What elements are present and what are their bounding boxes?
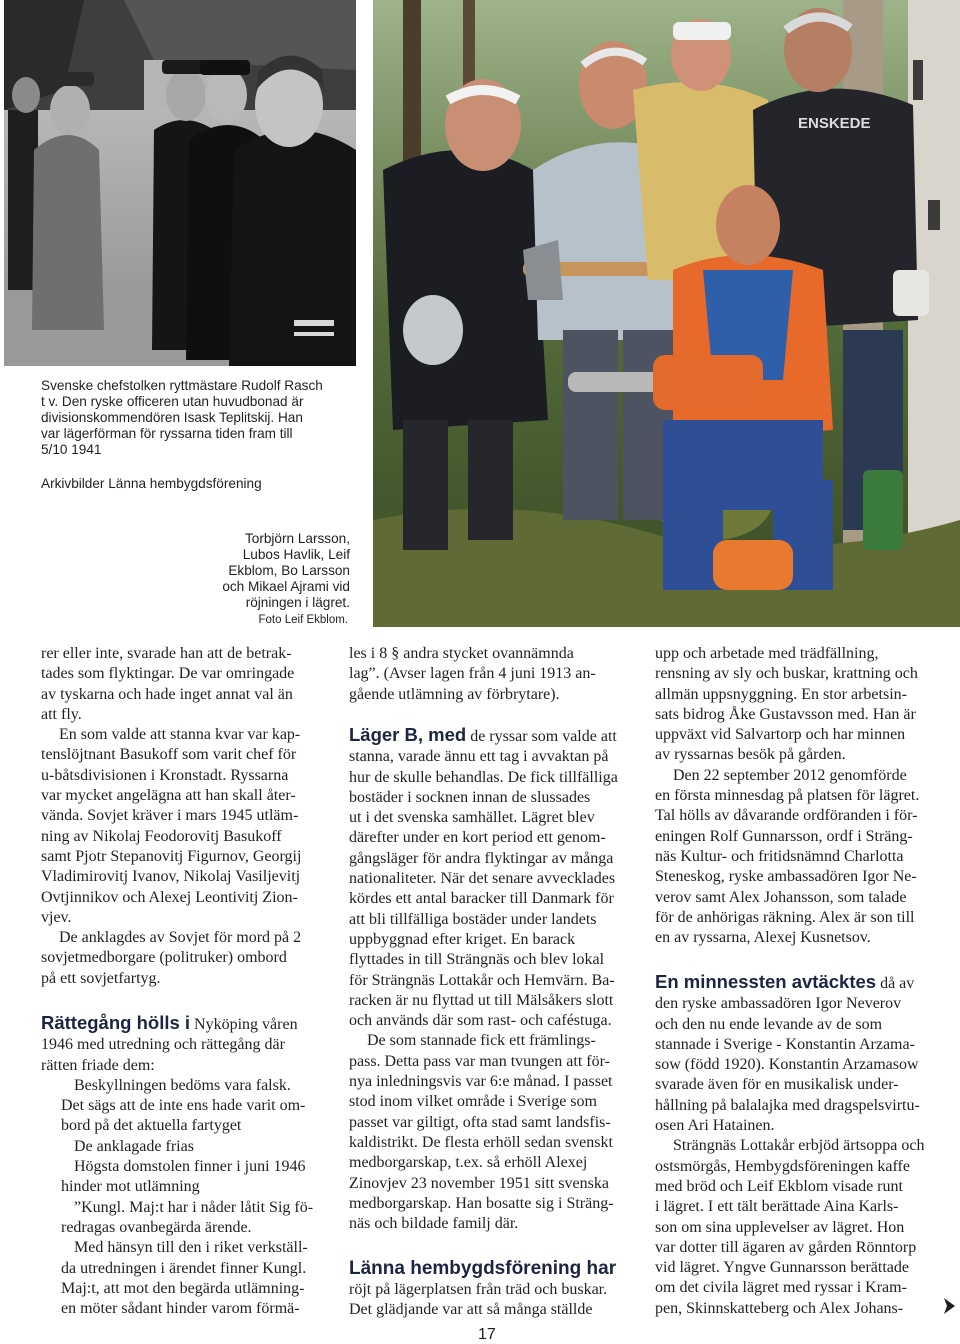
section-lead-line	[349, 725, 649, 747]
column-2	[349, 644, 649, 705]
body-line: vjev.	[41, 908, 72, 926]
group-caption-line: Ekblom, Bo Larsson	[228, 563, 350, 578]
group-caption	[150, 531, 350, 611]
column-2-tail	[349, 1280, 649, 1321]
body-line: kaldistrikt. De flesta erhöll sedan svenskt	[349, 1133, 613, 1151]
body-line: röjt på lägerplatsen från träd och buskar.	[349, 1281, 608, 1298]
body-line: upp och arbetade med trädfällning,	[655, 645, 879, 662]
body-line: av tyskarna och hade inget annat val än	[41, 685, 293, 703]
body-line: Maj:t, att mot den begärda utlämning-	[61, 1279, 305, 1297]
body-line: rätten friade dem:	[41, 1056, 155, 1074]
body-line: Det glädjande var att så många ställde	[349, 1301, 593, 1319]
section-lead: Läger B, med	[349, 724, 467, 745]
body-line: näs Kultur- och fritidsnämnd Charlotta	[655, 847, 904, 865]
body-line: hållning på balalajka med dragspelsvirtu-	[655, 1096, 920, 1114]
body-line: ning av Nikolaj Feodorovitj Basukoff	[41, 827, 282, 845]
body-line: pen, Skinnskatteberg och Alex Johans-	[655, 1299, 904, 1317]
body-line: eningen Rolf Gunnarsson, ordf i Sträng-	[655, 827, 913, 845]
body-line: därefter under en kort period ett genom-	[349, 829, 606, 847]
column-1	[41, 644, 341, 989]
section-heading-lanna: Länna hembygdsförening har	[349, 1258, 617, 1279]
body-line: och den nu ende levande av de som	[655, 1015, 883, 1033]
body-line: 1946 med utredning och rättegång där	[41, 1036, 285, 1054]
body-line: på ett sovjetfartyg.	[41, 969, 161, 987]
body-line: u-båtsdivisionen i Kronstadt. Ryssarna	[41, 766, 289, 784]
body-line: lag”. (Avser lagen från 4 juni 1913 an-	[349, 665, 596, 683]
body-line: gångsläger för andra flyktingar av många	[349, 849, 614, 867]
body-line: Strängnäs Lottakår erbjöd ärtsoppa och	[673, 1137, 925, 1155]
body-line: gående utlämning av förbrytare).	[349, 685, 560, 703]
body-line: stod inom vilket område i Sverige som	[349, 1093, 597, 1111]
body-line: svarade även för en musikalisk under-	[655, 1076, 899, 1094]
group-credit: Foto Leif Ekblom.	[258, 614, 348, 626]
continue-arrow-icon	[942, 1297, 956, 1315]
body-line: samt Pjotr Stepanovitj Figurnov, Georgij	[41, 847, 302, 865]
body-line: les i 8 § andra stycket ovannämnda	[349, 645, 574, 662]
body-line: var dotter till ägaren av gården Rönntorp	[655, 1238, 917, 1256]
body-line: allmän uppsnyggning. En stor arbetsin-	[655, 685, 907, 703]
body-line: vid lägret. Yngve Gunnarsson berättade	[655, 1259, 909, 1277]
body-line: En som valde att stanna kvar var kap-	[59, 726, 301, 744]
body-line: vända. Sovjet kräver i mars 1945 utläm-	[41, 807, 299, 825]
body-line: en av ryssarna, Alexej Kusnetsov.	[655, 929, 871, 947]
archive-caption-line: Svenske chefstolken ryttmästare Rudolf Rasch	[41, 378, 323, 393]
body-line: Den 22 september 2012 genomförde	[673, 766, 907, 784]
group-caption-line: Torbjörn Larsson,	[244, 531, 350, 546]
lead-rest: de ryssar som valde att	[470, 728, 617, 745]
body-line: hur de skulle behandlas. De fick tillfälliga	[349, 768, 618, 786]
body-line: en första minnesdag på platsen för lägret.	[655, 787, 920, 805]
body-line: verov samt Alex Johansson, som talade	[655, 888, 907, 906]
column-3	[655, 644, 955, 948]
body-line: att bli tillfälliga bostäder under landets	[349, 910, 597, 928]
body-line: uppbyggnad efter kriget. En barack	[349, 930, 576, 948]
body-line: ”Kungl. Maj:t har i nåder låtit Sig fö-	[74, 1198, 314, 1216]
body-line: hinder mot utlämning	[61, 1178, 200, 1196]
body-line: sovjetmedborgare (politruker) ombord	[41, 949, 287, 967]
body-line: son om sina upplevelser av lägret. Hon	[655, 1218, 905, 1236]
body-line: bord på det aktuella fartyget	[61, 1117, 242, 1135]
column-2-camp-b	[349, 725, 649, 1234]
body-line: sow (född 1920). Konstantin Arzamasow	[655, 1056, 919, 1074]
body-line: osen Ari Hatainen.	[655, 1117, 775, 1135]
body-line: en möter sådant hinder varom förmä-	[61, 1300, 300, 1318]
group-caption-line: och Mikael Ajrami vid	[222, 579, 350, 594]
body-line: stanna, varade ännu ett tag i avvaktan på	[349, 748, 609, 766]
body-line: tenslöjtnant Basukoff som varit chef för	[41, 746, 297, 764]
body-line: flyttades in till Strängnäs och blev lokal	[349, 951, 605, 969]
body-line: passet var giltigt, ofta stad samt landsfis-	[349, 1113, 611, 1131]
section-lead: Rättegång hölls i	[41, 1012, 191, 1033]
page-number: 17	[478, 1326, 496, 1343]
body-line: rensning av sly och buskar, krattning och	[655, 665, 918, 683]
body-line: De anklagdes av Sovjet för mord på 2	[59, 929, 302, 947]
archive-caption	[41, 378, 341, 458]
column-3-memorial	[655, 972, 955, 1319]
body-line: sats bidrog Åke Gustavsson med. Han är	[655, 705, 916, 723]
body-line: Beskyllningen bedöms vara falsk.	[74, 1076, 291, 1094]
section-lead-line	[655, 972, 955, 994]
body-line: av ryssarnas besök på gården.	[655, 746, 846, 764]
body-line: kördes ett antal baracker till Danmark för	[349, 890, 614, 908]
archive-caption-line: t v. Den ryske officeren utan huvudbonad är	[41, 394, 304, 409]
body-line: redragas ovanbegärda ärende.	[61, 1218, 252, 1236]
body-line: Med hänsyn till den i riket verkställ-	[74, 1239, 308, 1257]
body-line: för Strängnäs Lottakår och Hemvärn. Ba-	[349, 971, 615, 989]
archive-caption-line: var lägerförman för ryssarna tiden fram till	[41, 426, 293, 441]
group-photo	[373, 0, 960, 627]
body-line: medborgarskap. Han bosatte sig i Sträng-	[349, 1194, 614, 1212]
archive-caption-line: 5/10 1941	[41, 442, 102, 457]
body-line: den ryske ambassadören Igor Neverov	[655, 995, 902, 1013]
body-line: Högsta domstolen finner i juni 1946	[74, 1158, 306, 1176]
body-line: Zinovjev 23 november 1951 sitt svenska	[349, 1174, 609, 1192]
body-line: racken är nu flyttad ut till Mälsåkers slott	[349, 991, 614, 1009]
body-line: näs och bildade familj där.	[349, 1215, 519, 1233]
body-line: ut i det svenska samhället. Lägret blev	[349, 809, 595, 827]
body-line: Det sägs att de inte ens hade varit om-	[61, 1097, 306, 1115]
body-line: var mycket angelägna att han skall åter-	[41, 787, 296, 805]
body-line: rer eller inte, svarade han att de betrak-	[41, 645, 292, 662]
body-line: medborgarskap, t.ex. så erhöll Alexej	[349, 1154, 588, 1172]
body-line: De som stannade fick ett främlings-	[367, 1032, 596, 1050]
body-line: nya inledningsvis var 6:e månad. I passet	[349, 1073, 613, 1091]
body-line: Tal hölls av dåvarande ordföranden i för-	[655, 807, 918, 825]
group-caption-line: Lubos Havlik, Leif	[242, 547, 350, 562]
body-line: tades som flyktingar. De var omringade	[41, 665, 295, 683]
body-line: om det civila lägret med ryssar i Kram-	[655, 1279, 907, 1297]
body-line: och används där som rast- och caféstuga.	[349, 1012, 612, 1030]
lead-rest: Nyköping våren	[194, 1016, 298, 1033]
section-lead-line	[41, 1013, 341, 1035]
body-line: med bröd och Leif Ekblom visade runt	[655, 1177, 903, 1195]
group-caption-line: röjningen i lägret.	[245, 595, 350, 610]
archive-caption-line: divisionskommendören Isask Teplitskij. Han	[41, 410, 303, 425]
section-lead: En minnessten avtäcktes	[655, 971, 877, 992]
shirt-print: ENSKEDE	[798, 115, 871, 132]
body-line: för de anhörigas räkning. Alex är son till	[655, 908, 915, 926]
body-line: ostsmörgås, Hembygdsföreningen kaffe	[655, 1157, 910, 1175]
body-line: De anklagade frias	[74, 1137, 194, 1155]
body-line: bostäder i socknen innan de slussades	[349, 788, 591, 806]
archive-credit: Arkivbilder Länna hembygdsförening	[41, 476, 262, 491]
body-line: Vladimirovitj Ivanov, Nikolaj Vasiljevitj	[41, 868, 301, 886]
body-line: Ovtjinnikov och Alexej Leontivitj Zion-	[41, 888, 298, 906]
body-line: uppväxt vid Salvartorp och har minnen	[655, 726, 906, 744]
body-line: att fly.	[41, 705, 82, 723]
body-line: i lägret. I ett tält berättade Aina Karls-	[655, 1198, 899, 1216]
body-line: pass. Detta pass var man tvungen att för-	[349, 1052, 610, 1070]
body-line: da utredningen i ärendet finner Kungl.	[61, 1259, 307, 1277]
body-line: stannade i Sverige - Konstantin Arzama-	[655, 1035, 915, 1053]
lead-rest: då av	[880, 975, 915, 992]
archive-photo	[4, 0, 356, 366]
body-line: Steneskog, ryske ambassadören Igor Ne-	[655, 868, 917, 886]
column-1-trial	[41, 1013, 341, 1319]
body-line: nationaliteter. När det senare avvecklades	[349, 870, 616, 888]
